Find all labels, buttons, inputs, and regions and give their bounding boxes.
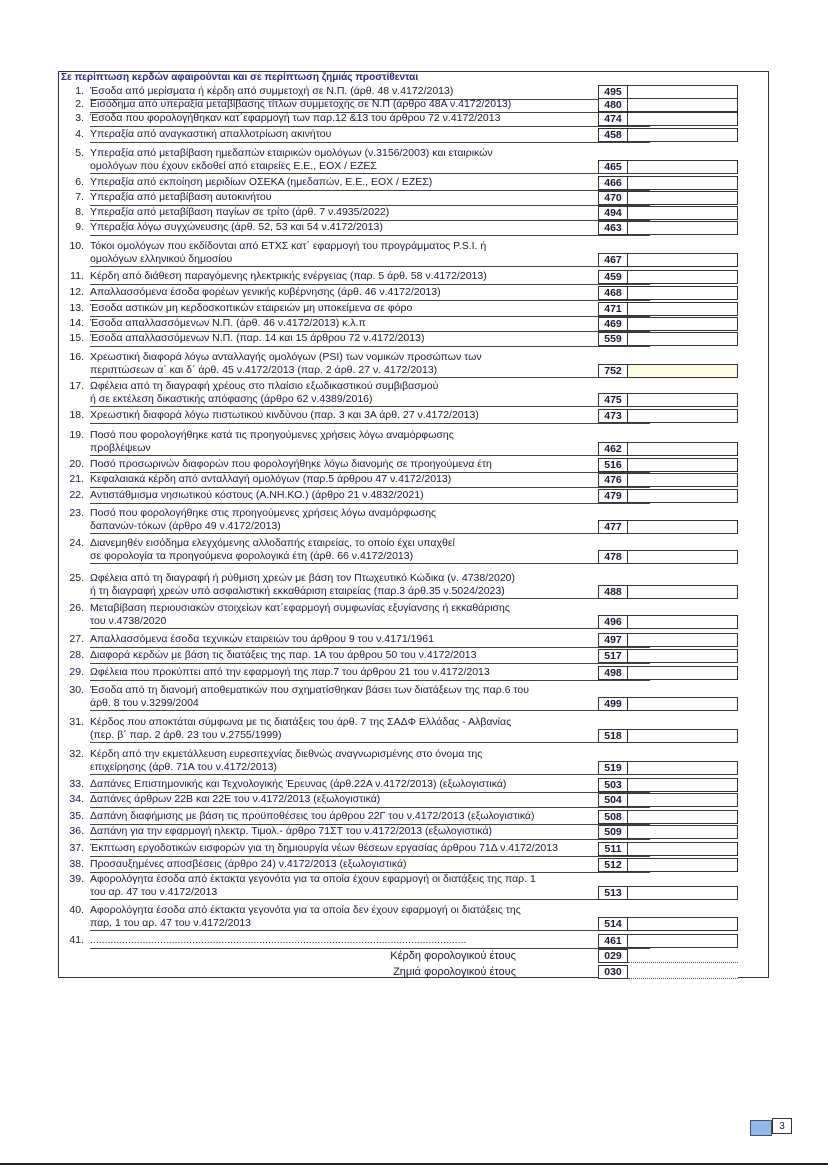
- row-text: ομολόγων ελληνικού δημοσίου: [90, 254, 650, 268]
- row-text: ομολόγων που έχουν εκδοθεί από εταιρείες Ε.Ε., ΕΟΧ / ΕΖΕΣ: [90, 161, 650, 175]
- row-code: 471: [598, 302, 628, 316]
- scan-edge-line: [0, 1163, 828, 1165]
- row-code: 513: [598, 886, 628, 900]
- summary-value-field[interactable]: [628, 965, 738, 979]
- page-number: 3: [772, 1118, 792, 1134]
- row-code: 479: [598, 489, 628, 503]
- row-text: Δαπάνη για την εφαρμογή ηλεκτρ. Τιμολ.- άρθρο 71ΣΤ του ν.4172/2013 (εξωλογιστικά): [90, 826, 650, 840]
- row-text: Υπεραξία από μεταβίβαση ημεδαπών εταιρικών ομολόγων (ν.3156/2003) και εταιρικών: [90, 147, 493, 159]
- row-text: Ποσό που φορολογήθηκε στις προηγούμενες χρήσεις λόγω αναμόρφωσης: [90, 507, 437, 519]
- row-number: 27.: [69, 633, 84, 645]
- row-value-field[interactable]: [628, 160, 738, 174]
- row-code: 474: [598, 112, 628, 126]
- row-value-field[interactable]: [628, 221, 738, 235]
- row-text: σε φορολογία τα προηγούμενα φορολογικά έτη (άρθ. 66 ν.4172/2013): [90, 551, 650, 565]
- row-text: Υπεραξία λόγω συγχώνευσης (άρθ. 52, 53 και 54 ν.4172/2013): [90, 222, 650, 236]
- row-code: 477: [598, 520, 628, 534]
- row-text: Απαλλασσόμενα έσοδα φορέων γενικής κυβέρνησης (άρθ. 46 ν.4172/2013): [90, 287, 650, 301]
- row-value-field[interactable]: [628, 489, 738, 503]
- row-number: 1.: [75, 85, 84, 97]
- row-value-field[interactable]: [628, 550, 738, 564]
- row-text: του αρ. 47 του ν.4172/2013: [90, 887, 650, 901]
- row-code: 466: [598, 176, 628, 190]
- row-value-field[interactable]: [628, 778, 738, 792]
- row-text: Κέρδος που αποκτάται σύμφωνα με τις διατάξεις του άρθ. 7 της ΣΑΔΦ Ελλάδας - Αλβανίας: [90, 716, 512, 728]
- page-color-box: [750, 1120, 772, 1136]
- row-text: Εισόδημα από υπεραξία μεταβίβασης τίτλων συμμετοχής σε Ν.Π (άρθρο 48Α ν.4172/2013): [90, 99, 650, 113]
- row-text: Αφορολόγητα έσοδα από έκτακτα γεγονότα για τα οποία έχουν εφαρμογή οι διατάξεις της παρ. 1: [90, 873, 536, 885]
- row-text: δαπανών-τόκων (άρθρο 49 ν.4172/2013): [90, 521, 650, 535]
- row-value-field[interactable]: [628, 409, 738, 423]
- row-value-field[interactable]: [628, 191, 738, 205]
- row-code: 559: [598, 332, 628, 346]
- row-code: 458: [598, 128, 628, 142]
- row-value-field[interactable]: [628, 666, 738, 680]
- row-text: Ποσό που φορολογήθηκε κατά τις προηγούμενες χρήσεις λόγω αναμόρφωσης: [90, 429, 454, 441]
- row-value-field[interactable]: [628, 364, 738, 378]
- row-number: 39.: [69, 873, 84, 885]
- row-text: Διανεμηθέν εισόδημα ελεγχόμενης αλλοδαπής εταιρείας, το οποίο έχει υπαχθεί: [90, 537, 455, 549]
- row-text: Αφορολόγητα έσοδα από έκτακτα γεγονότα για τα οποία δεν έχουν εφαρμογή οι διατάξεις της: [90, 904, 521, 916]
- row-number: 37.: [69, 842, 84, 854]
- row-number: 20.: [69, 458, 84, 470]
- summary-code: 029: [598, 949, 628, 963]
- row-text: Χρεωστική διαφορά λόγω πιστωτικού κινδύνου (παρ. 3 και 3Α άρθ. 27 ν.4172/2013): [90, 410, 650, 424]
- row-text: Έσοδα από μερίσματα ή κέρδη από συμμετοχή σε Ν.Π. (άρθ. 48 ν.4172/2013): [90, 86, 650, 100]
- row-value-field[interactable]: [628, 649, 738, 663]
- row-value-field[interactable]: [628, 520, 738, 534]
- row-value-field[interactable]: [628, 253, 738, 267]
- row-text: Υπεραξία από μεταβίβαση αυτοκινήτου: [90, 192, 650, 206]
- row-text: Δαπάνες Επιστημονικής και Τεχνολογικής Έρευνας (άρθ.22Α ν.4172/2013) (εξωλογιστικά): [90, 779, 650, 793]
- row-value-field[interactable]: [628, 917, 738, 931]
- row-number: 17.: [69, 380, 84, 392]
- row-number: 14.: [69, 317, 84, 329]
- row-value-field[interactable]: [628, 633, 738, 647]
- row-number: 30.: [69, 684, 84, 696]
- row-text: Έσοδα απαλλασσόμενων Ν.Π. (παρ. 14 και 15 άρθρου 72 ν.4172/2013): [90, 333, 650, 347]
- row-text: .................................................................................................................................: [90, 935, 650, 949]
- summary-label: Ζημιά φορολογικού έτους: [393, 966, 516, 978]
- row-value-field[interactable]: [628, 286, 738, 300]
- row-code: 519: [598, 761, 628, 775]
- row-value-field[interactable]: [628, 761, 738, 775]
- row-text: Ωφέλεια που προκύπτει από την εφαρμογή της παρ.7 του άρθρου 21 του ν.4172/2013: [90, 667, 650, 681]
- row-value-field[interactable]: [628, 112, 738, 126]
- row-value-field[interactable]: [628, 98, 738, 112]
- row-number: 23.: [69, 507, 84, 519]
- row-code: 512: [598, 858, 628, 872]
- row-number: 38.: [69, 858, 84, 870]
- row-text: Υπεραξία από αναγκαστική απαλλοτρίωση ακινήτου: [90, 129, 650, 143]
- row-number: 6.: [75, 176, 84, 188]
- row-number: 2.: [75, 98, 84, 110]
- row-value-field[interactable]: [628, 615, 738, 629]
- row-text: Μεταβίβαση περιουσιακών στοιχείων κατ΄εφαρμογή συμφωνίας εξυγίανσης ή εκκαθάρισης: [90, 602, 510, 614]
- summary-code: 030: [598, 965, 628, 979]
- row-value-field[interactable]: [628, 793, 738, 807]
- row-number: 32.: [69, 748, 84, 760]
- row-number: 24.: [69, 537, 84, 549]
- row-number: 15.: [69, 332, 84, 344]
- row-text: Προσαυξημένες αποσβέσεις (άρθρο 24) ν.4172/2013 (εξωλογιστικά): [90, 859, 650, 873]
- row-code: 509: [598, 825, 628, 839]
- row-value-field[interactable]: [628, 270, 738, 284]
- row-number: 9.: [75, 221, 84, 233]
- row-number: 28.: [69, 649, 84, 661]
- row-number: 18.: [69, 409, 84, 421]
- row-code: 504: [598, 793, 628, 807]
- row-number: 19.: [69, 429, 84, 441]
- row-text: Ποσό προσωρινών διαφορών που φορολογήθηκε λόγω διανομής σε προηγούμενα έτη: [90, 459, 650, 473]
- row-code: 488: [598, 585, 628, 599]
- row-number: 7.: [75, 191, 84, 203]
- row-value-field[interactable]: [628, 317, 738, 331]
- row-code: 470: [598, 191, 628, 205]
- row-code: 514: [598, 917, 628, 931]
- row-code: 461: [598, 934, 628, 948]
- row-text: Διαφορά κερδών με βάση τις διατάξεις της παρ. 1Α του άρθρου 50 του ν.4172/2013: [90, 650, 650, 664]
- row-value-field[interactable]: [628, 85, 738, 99]
- row-text: Έκπτωση εργοδοτικών εισφορών για τη δημιουργία νέων θέσεων εργασίας άρθρου 71Δ ν.4172/2013: [90, 843, 650, 857]
- row-number: 12.: [69, 286, 84, 298]
- row-code: 494: [598, 206, 628, 220]
- row-code: 480: [598, 98, 628, 112]
- row-number: 35.: [69, 810, 84, 822]
- row-code: 468: [598, 286, 628, 300]
- row-text: (περ. β΄ παρ. 2 άρθ. 23 του ν.2755/1999): [90, 730, 650, 744]
- row-text: ή σε εκτέλεση δικαστικής απόφασης (άρθρο 62 ν.4389/2016): [90, 394, 650, 408]
- row-value-field[interactable]: [628, 842, 738, 856]
- row-text: Δαπάνες άρθρων 22Β και 22Ε του ν.4172/2013 (εξωλογιστικά): [90, 794, 650, 808]
- row-code: 498: [598, 666, 628, 680]
- row-text: Ωφέλεια από τη διαγραφή χρέους στο πλαίσιο εξωδικαστικού συμβιβασμού: [90, 380, 439, 392]
- row-number: 33.: [69, 778, 84, 790]
- page-indicator: [750, 1118, 794, 1136]
- row-text: Κέρδη από την εκμετάλλευση ευρεσιτεχνίας διεθνώς αναγνωρισμένης στο όνομα της: [90, 748, 483, 760]
- row-text: Έσοδα από τη διανομή αποθεματικών που σχηματίσθηκαν βάσει των διατάξεων της παρ.6 του: [90, 684, 529, 696]
- row-text: προβλέψεων: [90, 443, 650, 457]
- row-text: Δαπάνη διαφήμισης με βάση τις προϋποθέσεις του άρθρου 22Γ του ν.4172/2013 (εξωλογιστικά): [90, 811, 650, 825]
- row-text: Υπεραξία από μεταβίβαση παγίων σε τρίτο (άρθ. 7 ν.4935/2022): [90, 207, 650, 221]
- row-text: ή τη διαγραφή χρεών υπό ασφαλιστική εκκαθάριση εταιρείας (παρ.3 άρθ.35 ν.5024/2023): [90, 586, 650, 600]
- section-header: Σε περίπτωση κερδών αφαιρούνται και σε περίπτωση ζημιάς προστίθενται: [61, 72, 419, 83]
- row-code: 465: [598, 160, 628, 174]
- row-text: του ν.4738/2020: [90, 616, 650, 630]
- row-text: Χρεωστική διαφορά λόγω ανταλλαγής ομολόγων (PSI) των νομικών προσώπων των: [90, 351, 482, 363]
- row-code: 469: [598, 317, 628, 331]
- row-value-field[interactable]: [628, 458, 738, 472]
- row-number: 11.: [70, 270, 84, 282]
- row-code: 463: [598, 221, 628, 235]
- row-number: 13.: [69, 302, 84, 314]
- row-code: 495: [598, 85, 628, 99]
- row-text: Αντιστάθμισμα νησιωτικού κόστους (Α.ΝΗ.ΚΟ.) (άρθρο 21 ν.4832/2021): [90, 490, 650, 504]
- row-text: Ωφέλεια από τη διαγραφή ή ρύθμιση χρεών με βάση τον Πτωχευτικό Κώδικα (ν. 4738/2020): [90, 572, 515, 584]
- row-value-field[interactable]: [628, 886, 738, 900]
- row-number: 3.: [75, 112, 84, 124]
- row-value-field[interactable]: [628, 128, 738, 142]
- row-code: 475: [598, 393, 628, 407]
- row-code: 752: [598, 364, 628, 378]
- row-number: 4.: [75, 128, 84, 140]
- row-code: 473: [598, 409, 628, 423]
- row-code: 516: [598, 458, 628, 472]
- row-code: 476: [598, 473, 628, 487]
- row-code: 518: [598, 729, 628, 743]
- row-number: 36.: [69, 825, 84, 837]
- row-number: 34.: [69, 793, 84, 805]
- summary-label: Κέρδη φορολογικού έτους: [390, 950, 516, 962]
- row-value-field[interactable]: [628, 729, 738, 743]
- row-text: επιχείρησης (άρθ. 71Α του ν.4172/2013): [90, 762, 650, 776]
- row-number: 16.: [69, 351, 84, 363]
- row-value-field[interactable]: [628, 393, 738, 407]
- row-number: 10.: [69, 240, 84, 252]
- row-value-field[interactable]: [628, 585, 738, 599]
- summary-value-field[interactable]: [628, 949, 738, 963]
- row-text: Υπεραξία από εκποίηση μεριδίων ΟΣΕΚΑ (ημεδαπών, Ε.Ε., ΕΟΧ / ΕΖΕΣ): [90, 177, 650, 191]
- row-text: παρ. 1 του αρ. 47 του ν.4172/2013: [90, 918, 650, 932]
- row-value-field[interactable]: [628, 697, 738, 711]
- row-code: 511: [598, 842, 628, 856]
- row-text: άρθ. 8 του ν.3299/2004: [90, 698, 650, 712]
- row-code: 517: [598, 649, 628, 663]
- row-code: 462: [598, 442, 628, 456]
- row-text: Κέρδη από διάθεση παραγόμενης ηλεκτρικής ενέργειας (παρ. 5 άρθ. 58 ν.4172/2013): [90, 271, 650, 285]
- row-value-field[interactable]: [628, 332, 738, 346]
- row-code: 499: [598, 697, 628, 711]
- row-text: περιπτώσεων α΄ και δ΄ άρθ. 45 ν.4172/2013 (παρ. 2 άρθ. 27 ν. 4172/2013): [90, 365, 650, 379]
- row-number: 41.: [69, 934, 84, 946]
- row-code: 508: [598, 810, 628, 824]
- row-number: 25.: [69, 572, 84, 584]
- row-number: 26.: [69, 602, 84, 614]
- row-value-field[interactable]: [628, 442, 738, 456]
- row-text: Κεφαλαιακά κέρδη από ανταλλαγή ομολόγων (παρ.5 άρθρου 47 ν.4172/2013): [90, 474, 650, 488]
- row-number: 5.: [75, 147, 84, 159]
- row-code: 467: [598, 253, 628, 267]
- row-text: Έσοδα απαλλασσόμενων Ν.Π. (άρθ. 46 ν.4172/2013) κ.λ.π: [90, 318, 650, 332]
- row-value-field[interactable]: [628, 858, 738, 872]
- row-number: 40.: [69, 904, 84, 916]
- row-number: 8.: [75, 206, 84, 218]
- row-code: 497: [598, 633, 628, 647]
- row-value-field[interactable]: [628, 934, 738, 948]
- row-value-field[interactable]: [628, 302, 738, 316]
- row-text: Έσοδα αστικών μη κερδοσκοπικών εταιρειών μη υποκείμενα σε φόρο: [90, 303, 650, 317]
- row-value-field[interactable]: [628, 176, 738, 190]
- row-text: Έσοδα που φορολογήθηκαν κατ΄εφαρμογή των παρ.12 &13 του άρθρου 72 ν.4172/2013: [90, 113, 650, 127]
- row-value-field[interactable]: [628, 825, 738, 839]
- row-text: Τόκοι ομολόγων που εκδίδονται από ΕΤΧΣ κατ΄ εφαρμογή του προγράμματος P.S.I. ή: [90, 240, 487, 252]
- row-number: 31.: [69, 716, 84, 728]
- row-code: 503: [598, 778, 628, 792]
- row-code: 459: [598, 270, 628, 284]
- row-value-field[interactable]: [628, 206, 738, 220]
- row-value-field[interactable]: [628, 473, 738, 487]
- row-text: Απαλλασσόμενα έσοδα τεχνικών εταιρειών του άρθρου 9 του ν.4171/1961: [90, 634, 650, 648]
- row-code: 496: [598, 615, 628, 629]
- row-number: 21.: [69, 473, 84, 485]
- row-value-field[interactable]: [628, 810, 738, 824]
- row-code: 478: [598, 550, 628, 564]
- row-number: 22.: [69, 489, 84, 501]
- row-number: 29.: [69, 666, 84, 678]
